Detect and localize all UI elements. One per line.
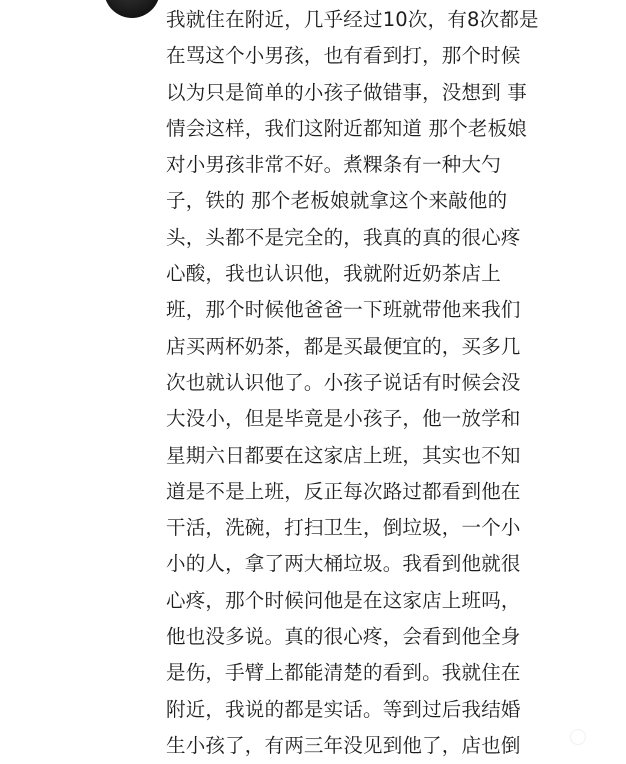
watermark-icon — [570, 729, 586, 745]
comment-line: 大没小，但是毕竟是小孩子，他一放学和 — [166, 407, 521, 431]
comment-line: 小的人，拿了两大桶垃圾。我看到他就很 — [166, 552, 521, 576]
comment-line: 班，那个时候他爸爸一下班就带他来我们 — [166, 298, 521, 322]
avatar[interactable] — [104, 0, 160, 18]
comment-line: 子，铁的 那个老板娘就拿这个来敲他的 — [166, 189, 508, 213]
comment-line: 附近，我说的都是实话。等到过后我结婚 — [166, 697, 521, 721]
comment-text — [166, 0, 566, 764]
comment-line: 干活，洗碗，打扫卫生，倒垃圾，一个小 — [166, 516, 521, 540]
comment-line: 星期六日都要在这家店上班，其实也不知 — [166, 443, 521, 467]
comment-line: 心疼，那个时候问他是在这家店上班吗， — [166, 588, 521, 612]
comment-line: 头，头都不是完全的，我真的真的很心疼 — [166, 225, 521, 249]
comment-line: 对小男孩非常不好。煮粿条有一种大勺 — [166, 153, 501, 177]
comment-line: 在骂这个小男孩，也有看到打，那个时候 — [166, 44, 521, 68]
comment-line: 是伤，手臂上都能清楚的看到。我就住在 — [166, 661, 521, 685]
comment-line: 他也没多说。真的很心疼，会看到他全身 — [166, 625, 521, 649]
comment-line: 道是不是上班，反正每次路过都看到他在 — [166, 479, 521, 503]
comment-line: 心酸，我也认识他，我就附近奶茶店上 — [166, 262, 501, 286]
comment-line: 店买两杯奶茶，都是买最便宜的，买多几 — [166, 334, 521, 358]
comment-line: 情会这样，我们这附近都知道 那个老板娘 — [166, 116, 527, 140]
comment-line: 我就住在附近，几乎经过10次，有8次都是 — [166, 8, 539, 31]
comment-line: 生小孩了，有两三年没见到他了，店也倒 — [166, 733, 521, 757]
comment-line: 次也就认识他了。小孩子说话有时候会没 — [166, 370, 521, 394]
comment-line: 以为只是简单的小孩子做错事，没想到 事 — [166, 80, 527, 104]
